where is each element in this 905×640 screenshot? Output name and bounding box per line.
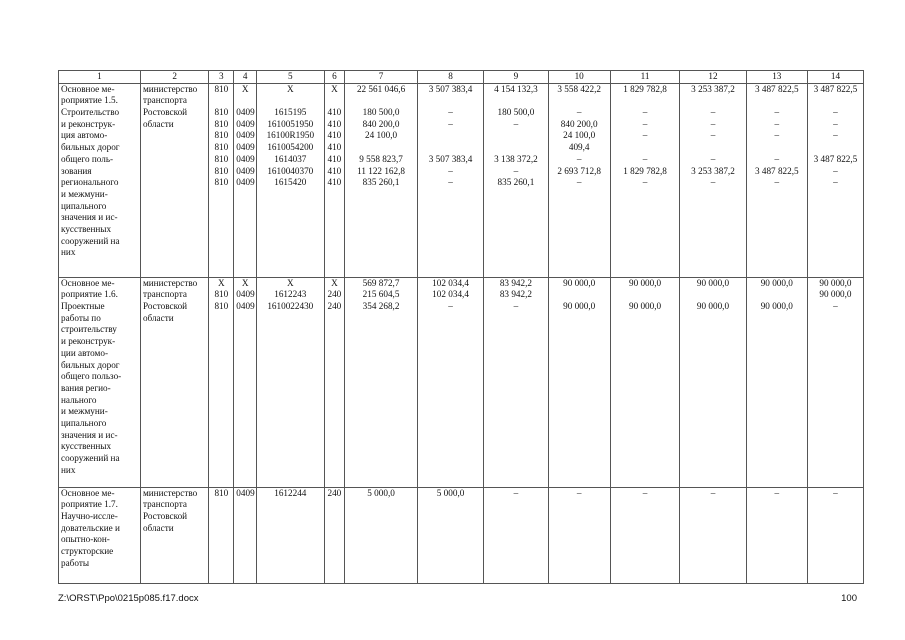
value-line: 810 [214, 289, 229, 300]
value-line: X [331, 83, 338, 94]
value-line [749, 142, 805, 154]
value-line: 83 942,2 [499, 289, 532, 300]
value-line: 810 [214, 107, 229, 118]
event-name-line: ции автомо- [61, 347, 109, 358]
value-line: X [218, 277, 225, 288]
value-line: 1614037 [274, 153, 307, 164]
value-line: 410 [327, 165, 342, 176]
value-line: 835 260,1 [362, 177, 400, 188]
value-line: 102 034,4 [432, 277, 469, 288]
value-cell [680, 83, 746, 277]
value-line: 16100R1950 [266, 130, 315, 141]
value-cell [345, 83, 418, 277]
value-line: – [642, 130, 648, 141]
value-line: – [513, 165, 519, 176]
event-name-line: значения и ис- [61, 212, 118, 223]
value-line: – [833, 107, 838, 118]
value-line: – [833, 165, 838, 176]
executor-cell [140, 277, 208, 487]
value-line [810, 95, 861, 107]
value-line: 240 [327, 487, 342, 498]
event-name-cell [59, 83, 141, 277]
value-line: X [241, 83, 249, 94]
value-line: 810 [214, 177, 229, 188]
budget-table [58, 70, 864, 584]
value-line: – [448, 118, 453, 129]
value-cell [610, 277, 680, 487]
value-line: 0409 [236, 487, 255, 498]
event-name-line: роприятие 1.5. [61, 95, 118, 106]
value-line: – [513, 487, 519, 498]
value-line: – [642, 118, 648, 129]
event-name-line: строительству [61, 324, 117, 335]
value-line: 90 000,0 [563, 301, 596, 312]
executor-line: транспорта [142, 289, 187, 300]
event-name-cell [59, 277, 141, 487]
event-name-line: сооружений на [61, 235, 120, 246]
value-line [810, 142, 861, 154]
executor-line: министерство [142, 83, 198, 94]
executor-line: Ростовской [142, 107, 188, 118]
value-line: – [710, 107, 716, 118]
value-line: – [448, 301, 453, 312]
value-cell [417, 277, 483, 487]
value-cell [257, 487, 324, 583]
value-line: X [286, 83, 294, 94]
value-line: 240 [327, 289, 342, 300]
value-line: 810 [214, 130, 229, 141]
value-cell [610, 487, 680, 583]
value-cell [484, 487, 548, 583]
value-line: 3 253 387,2 [691, 83, 735, 94]
event-name-line: общего поль- [61, 153, 114, 164]
event-name-line: них [61, 247, 76, 258]
column-header: 5 [257, 71, 324, 84]
value-line [486, 95, 545, 107]
event-name-line: них [61, 464, 76, 475]
event-name-line: сооружений на [61, 453, 120, 464]
event-name-line: ция автомо- [61, 130, 108, 141]
event-name-cell [59, 487, 141, 583]
value-cell [807, 277, 863, 487]
value-line: – [774, 118, 780, 129]
value-line: 90 000,0 [696, 301, 730, 312]
event-name-line: бильных дорог [61, 359, 120, 370]
value-cell [234, 83, 257, 277]
value-line: – [513, 301, 519, 312]
value-line: – [576, 177, 582, 188]
value-line: – [576, 107, 582, 118]
value-line: X [241, 277, 249, 288]
event-name-line: и межмуни- [61, 188, 108, 199]
value-line [420, 130, 481, 142]
event-name-line: Строительство [61, 107, 120, 118]
value-line [613, 142, 678, 154]
executor-cell [140, 83, 208, 277]
value-line [551, 95, 608, 107]
event-name-line: ципального [61, 417, 107, 428]
value-line: 1610051950 [267, 118, 314, 129]
value-line: 410 [327, 153, 342, 164]
event-name-line: работы [61, 557, 90, 568]
value-line: 835 260,1 [497, 177, 535, 188]
value-line: 410 [327, 177, 342, 188]
value-cell [484, 83, 548, 277]
value-line: 3 487 822,5 [813, 83, 858, 94]
value-line: 0409 [236, 177, 255, 188]
value-line: 5 000,0 [436, 487, 465, 498]
value-cell [484, 277, 548, 487]
value-cell [417, 83, 483, 277]
value-line: 90 000,0 [628, 301, 662, 312]
value-line [682, 95, 743, 107]
value-line: – [642, 487, 648, 498]
value-line: 3 138 372,2 [494, 153, 538, 164]
value-line: – [710, 130, 716, 141]
value-line: – [710, 487, 716, 498]
value-line: – [774, 130, 780, 141]
value-line [613, 289, 678, 301]
value-line: X [331, 277, 338, 288]
executor-line: министерство [142, 277, 198, 288]
value-line: 810 [214, 301, 229, 312]
value-line: 180 500,0 [497, 107, 535, 118]
value-line: 11 122 162,8 [357, 165, 405, 176]
value-line: – [833, 487, 838, 498]
value-cell [324, 83, 345, 277]
value-line: 1610022430 [267, 301, 314, 312]
footer-file-path: Z:\ORST\Ppo\0215p085.f17.docx [58, 593, 199, 604]
executor-line: области [142, 118, 174, 129]
event-name-line: Основное ме- [61, 277, 115, 288]
event-name-line: Проектные [61, 301, 105, 312]
value-line: – [576, 487, 582, 498]
value-cell [548, 277, 610, 487]
value-line: – [774, 107, 780, 118]
value-line: 1615195 [274, 107, 307, 118]
value-line: – [833, 130, 838, 141]
value-line: 3 487 822,5 [754, 165, 799, 176]
value-line: 90 000,0 [760, 301, 793, 312]
value-line: 3 253 387,2 [691, 165, 735, 176]
event-name-line: роприятие 1.7. [61, 499, 118, 510]
value-line: 810 [214, 83, 229, 94]
value-line [486, 142, 545, 154]
value-line: – [833, 301, 838, 312]
event-name-line: опытно-кон- [61, 534, 110, 545]
column-header: 13 [746, 71, 807, 84]
value-line [613, 95, 678, 107]
value-line: 410 [327, 130, 342, 141]
value-cell [548, 487, 610, 583]
column-header: 4 [234, 71, 257, 84]
value-line: 410 [327, 107, 342, 118]
value-line: 24 100,0 [563, 130, 596, 141]
value-line: – [642, 177, 648, 188]
value-line: 90 000,0 [696, 277, 730, 288]
value-line [682, 142, 743, 154]
value-cell [746, 487, 807, 583]
event-name-line: работы по [61, 312, 101, 323]
value-line: – [448, 107, 453, 118]
value-line: – [642, 107, 648, 118]
executor-line: транспорта [142, 95, 187, 106]
value-line: 1610040370 [267, 165, 314, 176]
value-line: 0409 [236, 153, 255, 164]
value-line: 5 000,0 [367, 487, 395, 498]
value-line: 1615420 [274, 177, 307, 188]
value-line: 90 000,0 [628, 277, 662, 288]
value-line [259, 95, 321, 107]
table-row [59, 487, 864, 583]
value-line: 3 487 822,5 [754, 83, 799, 94]
event-name-line: нального [61, 394, 97, 405]
table-row [59, 277, 864, 487]
value-line: 810 [214, 153, 229, 164]
value-line: – [448, 177, 453, 188]
executor-line: министерство [142, 487, 198, 498]
event-name-line: Основное ме- [61, 487, 115, 498]
value-line: 3 507 383,4 [428, 83, 473, 94]
column-header: 14 [807, 71, 863, 84]
value-line: 24 100,0 [364, 130, 398, 141]
value-cell [209, 83, 234, 277]
value-line [420, 95, 481, 107]
value-line [551, 289, 608, 301]
column-header: 11 [610, 71, 680, 84]
value-line: 9 558 823,7 [359, 153, 403, 164]
value-line: 3 487 822,5 [813, 153, 858, 164]
value-line [211, 95, 231, 107]
value-cell [345, 487, 418, 583]
value-cell [234, 487, 257, 583]
page-number: 100 [841, 593, 857, 604]
event-name-line: Научно-иссле- [61, 511, 118, 522]
value-line: – [576, 153, 582, 164]
executor-cell [140, 487, 208, 583]
value-line: 410 [327, 118, 342, 129]
value-line: 1612244 [274, 487, 307, 498]
event-name-line: Основное ме- [61, 83, 115, 94]
executor-line: транспорта [142, 499, 187, 510]
event-name-line: и реконструк- [61, 336, 116, 347]
value-cell [548, 83, 610, 277]
event-name-line: структорские [61, 546, 114, 557]
executor-line: области [142, 522, 174, 533]
event-name-line: регионального [61, 177, 119, 188]
value-cell [807, 83, 863, 277]
value-line: 90 000,0 [760, 277, 793, 288]
value-line: – [513, 118, 519, 129]
value-line: 22 561 046,6 [356, 83, 406, 94]
column-header: 12 [680, 71, 746, 84]
value-line: 569 872,7 [362, 277, 400, 288]
value-line: 810 [214, 142, 229, 153]
executor-line: Ростовской [142, 301, 188, 312]
column-header: 8 [417, 71, 483, 84]
value-line: 0409 [236, 142, 255, 153]
value-line: 4 154 132,3 [494, 83, 538, 94]
column-header: 10 [548, 71, 610, 84]
value-line: 215 604,5 [362, 289, 400, 300]
value-line: 1612243 [274, 289, 307, 300]
event-name-line: бильных дорог [61, 142, 120, 153]
value-line: 810 [214, 487, 229, 498]
value-line: 0409 [236, 289, 255, 300]
column-header: 3 [209, 71, 234, 84]
value-line: – [833, 177, 838, 188]
value-line: 0409 [236, 301, 255, 312]
value-line: – [774, 487, 780, 498]
table-row [59, 83, 864, 277]
column-header: 9 [484, 71, 548, 84]
value-line: 840 200,0 [362, 118, 400, 129]
value-cell [324, 487, 345, 583]
value-cell [234, 277, 257, 487]
value-cell [257, 277, 324, 487]
value-line: 180 500,0 [362, 107, 400, 118]
value-line [749, 95, 805, 107]
value-cell [345, 277, 418, 487]
event-name-line: общего пользо- [61, 371, 122, 382]
value-cell [746, 83, 807, 277]
value-line: 3 507 383,4 [428, 153, 473, 164]
value-line: 0409 [236, 130, 255, 141]
value-line: – [774, 177, 780, 188]
value-line: – [774, 153, 780, 164]
event-name-line: кусственных [61, 223, 112, 234]
value-line [347, 142, 415, 154]
value-line: 1 829 782,8 [623, 83, 667, 94]
value-line: 3 558 422,2 [557, 83, 601, 94]
value-line: 0409 [236, 165, 255, 176]
value-cell [680, 277, 746, 487]
value-line: 240 [327, 301, 342, 312]
value-line: X [286, 277, 294, 288]
value-line: 354 268,2 [362, 301, 400, 312]
value-line: 840 200,0 [560, 118, 598, 129]
value-line [420, 142, 481, 154]
value-line: – [710, 177, 716, 188]
column-header: 1 [59, 71, 141, 84]
value-cell [746, 277, 807, 487]
event-name-line: и межмуни- [61, 406, 108, 417]
value-cell [257, 83, 324, 277]
value-cell [209, 487, 234, 583]
value-line: 410 [327, 142, 342, 153]
value-line: 409,4 [568, 142, 590, 153]
value-line: 90 000,0 [563, 277, 596, 288]
value-cell [417, 487, 483, 583]
value-line: 1 829 782,8 [623, 165, 667, 176]
value-line [682, 289, 743, 301]
value-line: 90 000,0 [819, 289, 852, 300]
value-line: 102 034,4 [432, 289, 469, 300]
value-line [749, 289, 805, 301]
value-line: 2 693 712,8 [557, 165, 601, 176]
executor-line: Ростовской [142, 511, 188, 522]
event-name-line: кусственных [61, 441, 112, 452]
event-name-line: значения и ис- [61, 429, 118, 440]
event-name-line: и реконструк- [61, 118, 116, 129]
value-line: – [833, 118, 838, 129]
value-line: – [710, 153, 716, 164]
event-name-line: зования [61, 165, 92, 176]
value-line [236, 95, 254, 107]
value-line: 0409 [236, 118, 255, 129]
value-line: – [642, 153, 648, 164]
value-line: – [448, 165, 453, 176]
executor-line: области [142, 312, 174, 323]
header-row [59, 71, 864, 84]
value-line: – [710, 118, 716, 129]
event-name-line: ципального [61, 200, 107, 211]
value-line [327, 95, 343, 107]
value-line: 90 000,0 [819, 277, 852, 288]
column-header: 7 [345, 71, 418, 84]
value-line: 810 [214, 118, 229, 129]
value-line: 810 [214, 165, 229, 176]
value-line: 0409 [236, 107, 255, 118]
value-line: 83 942,2 [499, 277, 532, 288]
value-cell [807, 487, 863, 583]
event-name-line: роприятие 1.6. [61, 289, 118, 300]
value-cell [680, 487, 746, 583]
value-line [347, 95, 415, 107]
value-cell [324, 277, 345, 487]
value-cell [209, 277, 234, 487]
value-line: 1610054200 [267, 142, 314, 153]
column-header: 6 [324, 71, 345, 84]
column-header: 2 [140, 71, 208, 84]
value-cell [610, 83, 680, 277]
value-line [486, 130, 545, 142]
event-name-line: вания регио- [61, 382, 111, 393]
event-name-line: довательские и [61, 522, 120, 533]
